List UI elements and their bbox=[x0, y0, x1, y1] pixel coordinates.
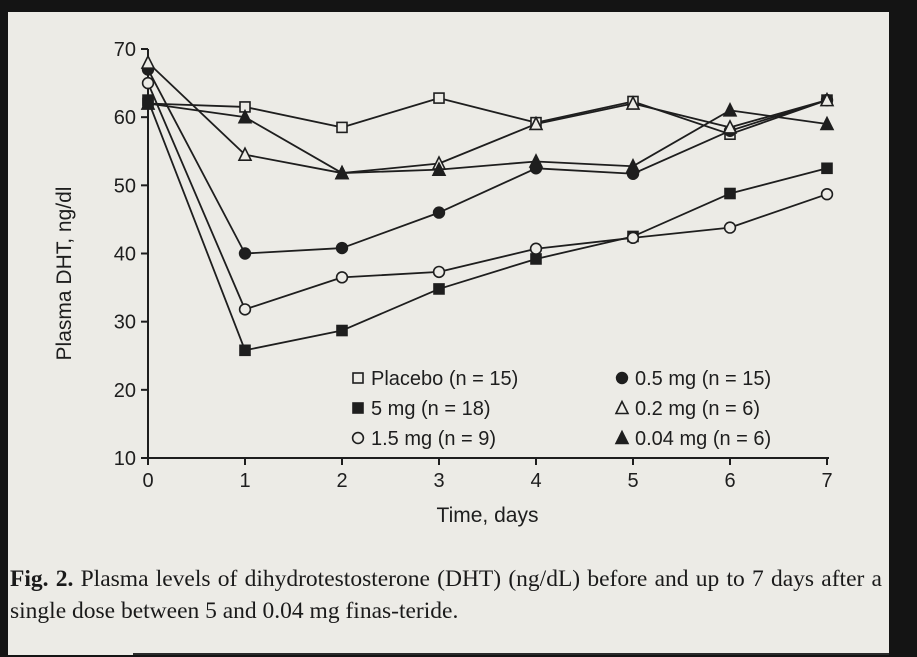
data-point bbox=[337, 122, 347, 132]
data-point bbox=[240, 248, 251, 259]
legend-label: 0.2 mg (n = 6) bbox=[635, 398, 761, 420]
x-tick-label: 3 bbox=[433, 470, 445, 492]
legend-label: 1.5 mg (n = 9) bbox=[371, 428, 497, 450]
data-point bbox=[531, 254, 541, 264]
data-point bbox=[531, 243, 542, 254]
data-point bbox=[434, 267, 445, 278]
legend-item bbox=[353, 428, 496, 450]
x-tick-label: 7 bbox=[821, 470, 833, 492]
y-axis-title: Plasma DHT, ng/dl bbox=[53, 186, 76, 361]
legend-label: 0.04 mg (n = 6) bbox=[635, 428, 772, 450]
y-tick-label: 20 bbox=[113, 379, 136, 402]
dht-line-chart bbox=[8, 12, 889, 552]
data-point bbox=[628, 232, 639, 243]
y-tick-label: 30 bbox=[113, 311, 136, 334]
chart-series-markers bbox=[142, 56, 833, 355]
x-tick-label: 2 bbox=[336, 470, 348, 492]
data-point bbox=[725, 222, 736, 233]
legend-item bbox=[616, 398, 760, 420]
legend-marker bbox=[616, 402, 628, 414]
x-tick-label: 5 bbox=[627, 470, 639, 492]
chart-legend bbox=[353, 368, 772, 450]
caption-label: Fig. 2. bbox=[10, 566, 74, 592]
y-tick-label: 40 bbox=[113, 243, 136, 266]
x-tick-label: 1 bbox=[239, 470, 251, 492]
legend-item bbox=[617, 368, 772, 390]
data-point bbox=[434, 284, 444, 294]
legend-marker bbox=[353, 373, 363, 383]
data-point bbox=[434, 93, 444, 103]
y-tick-label: 60 bbox=[113, 107, 136, 130]
figure-scan bbox=[8, 12, 889, 655]
legend-marker bbox=[353, 403, 363, 413]
data-point bbox=[143, 78, 154, 89]
legend-marker bbox=[353, 433, 364, 444]
data-point bbox=[434, 207, 445, 218]
y-tick-label: 10 bbox=[113, 448, 136, 470]
y-tick-label: 50 bbox=[113, 175, 136, 198]
legend-item bbox=[353, 398, 491, 420]
legend-label: 0.5 mg (n = 15) bbox=[635, 368, 772, 390]
data-point bbox=[337, 272, 348, 283]
legend-marker bbox=[616, 432, 628, 444]
legend-label: Placebo (n = 15) bbox=[371, 368, 519, 390]
caption-rule bbox=[133, 653, 889, 655]
data-point bbox=[724, 104, 736, 116]
figure-caption bbox=[10, 563, 882, 627]
caption-text: Plasma levels of dihydrotestosterone (DHT) (ng/dL) before and up to 7 days after a single dose between 5 and 0.04 mg finas-teride. bbox=[10, 566, 882, 624]
data-point bbox=[337, 326, 347, 336]
data-point bbox=[142, 56, 154, 68]
data-point bbox=[725, 189, 735, 199]
data-point bbox=[337, 243, 348, 254]
y-tick-label: 70 bbox=[113, 39, 136, 61]
legend-item bbox=[616, 428, 771, 450]
data-point bbox=[240, 345, 250, 355]
x-tick-label: 0 bbox=[142, 470, 154, 492]
x-tick-label: 4 bbox=[530, 470, 542, 492]
legend-marker bbox=[617, 373, 628, 384]
legend-item bbox=[353, 368, 518, 390]
data-point bbox=[822, 163, 832, 173]
x-axis-title: Time, days bbox=[436, 504, 539, 527]
x-tick-label: 6 bbox=[724, 470, 736, 492]
legend-label: 5 mg (n = 18) bbox=[371, 398, 491, 420]
data-point bbox=[240, 304, 251, 315]
data-point bbox=[822, 189, 833, 200]
